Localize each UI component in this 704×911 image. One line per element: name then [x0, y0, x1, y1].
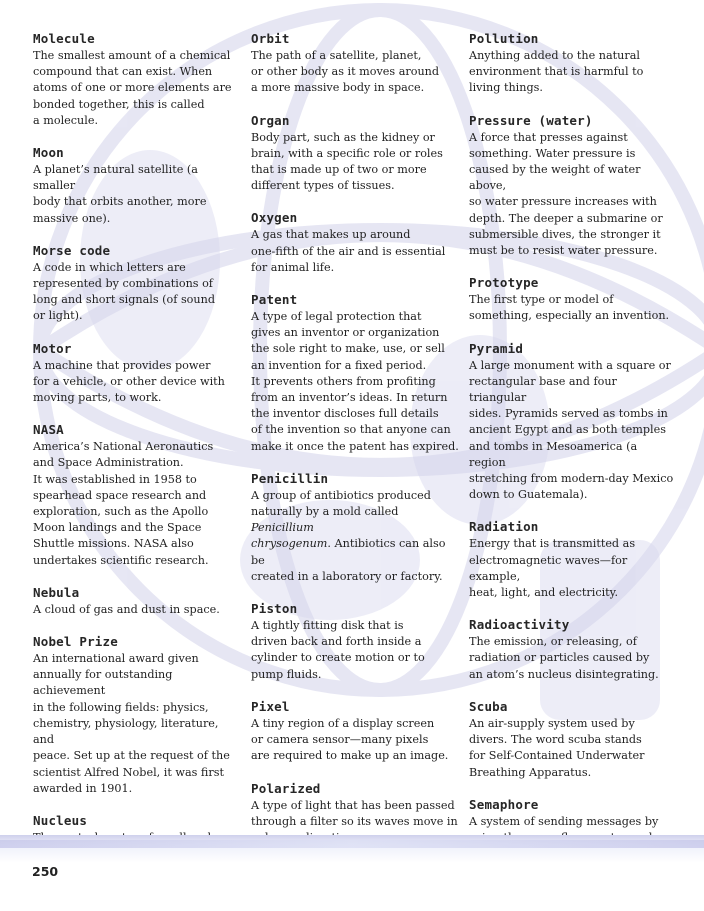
glossary-definition: Energy that is transmitted as electromagnetic waves—for example, heat, light, and electricity.	[469, 537, 636, 600]
glossary-column-2	[251, 31, 461, 862]
glossary-term: Radioactivity	[469, 617, 570, 633]
glossary-entry	[469, 275, 674, 324]
glossary-term: Nucleus	[33, 812, 88, 828]
glossary-definition: A type of light that has been passed through a filter so its waves move in	[251, 798, 458, 828]
glossary-entry	[251, 292, 461, 455]
glossary-definition: A code in which letters are represented by combinations of long and short signals (of sound or light).	[33, 260, 215, 323]
glossary-definition: An air-supply system used by divers. The word scuba stands for Self-Contained Underwater Breathing Apparatus.	[469, 716, 645, 779]
species-name: Penicillium chrysogenum	[251, 521, 328, 551]
glossary-term: Patent	[251, 292, 298, 308]
glossary-term: Polarized	[251, 780, 321, 796]
glossary-entry	[33, 341, 243, 407]
glossary-definition: The emission, or releasing, of radiation or particles caused by an atom’s nucleus disintegrating.	[469, 635, 659, 681]
glossary-definition: A cloud of gas and dust in space.	[33, 602, 220, 616]
glossary-term: Organ	[251, 112, 290, 128]
definition-text: . Antibiotics can also be created in a laboratory or factory.	[251, 537, 446, 583]
glossary-definition: Body part, such as the kidney or brain, with a specific role or roles that is made up of two or more different types of tissues.	[251, 130, 443, 193]
glossary-entry	[469, 341, 674, 504]
glossary-entry	[251, 601, 461, 683]
glossary-term: Orbit	[251, 31, 290, 46]
glossary-term: Pollution	[469, 31, 539, 46]
glossary-definition: The first type or model of something, especially an invention.	[469, 293, 670, 323]
glossary-term: Nobel Prize	[33, 634, 118, 650]
glossary-entry	[251, 699, 461, 765]
glossary-definition: The smallest amount of a chemical compound that can exist. When atoms of one or more elements are bonded together, this is called a molecule.	[33, 49, 232, 127]
footer-divider	[0, 840, 704, 848]
glossary-entry	[33, 31, 243, 129]
glossary-definition: The path of a satellite, planet, or other body as it moves around a more massive body in space.	[251, 49, 440, 95]
glossary-entry	[251, 31, 461, 97]
glossary-entry	[33, 243, 243, 325]
page-number: 250	[32, 864, 59, 879]
glossary-entry	[33, 585, 243, 618]
glossary-entry	[469, 31, 674, 97]
glossary-definition: A force that presses against something. Water pressure is caused by the weight of water above, so water pressure increases with depth. The deeper a submarine or submersible dives, the stronger it must be to resist water pressure.	[469, 130, 663, 258]
glossary-term: Moon	[33, 145, 64, 161]
glossary-term: Morse code	[33, 242, 111, 258]
glossary-term: Pyramid	[469, 340, 524, 356]
glossary-entry	[33, 422, 243, 569]
glossary-definition: A system of sending messages by	[469, 814, 659, 828]
definition-text: A group of antibiotics produced naturally by a mold called	[251, 488, 431, 519]
glossary-definition: A tightly fitting disk that is driven back and forth inside a cylinder to create motion or to pump fluids.	[251, 619, 425, 681]
glossary-definition: A large monument with a square or rectangular base and four triangular sides. Pyramids served as tombs in ancient Egypt and as both temples and tombs in Mesoamerica (a region stretching from modern-day Mexico down to Guatemala).	[469, 358, 674, 502]
glossary-term: Molecule	[33, 31, 95, 46]
glossary-definition: A machine that provides power for a vehicle, or other device with moving parts, to work.	[33, 358, 225, 405]
glossary-definition	[251, 488, 461, 585]
glossary-term: Piston	[251, 601, 298, 617]
glossary-entry	[469, 113, 674, 260]
glossary-term: Penicillin	[251, 470, 329, 486]
glossary-column-1	[33, 31, 243, 878]
glossary-term: Semaphore	[469, 796, 539, 812]
glossary-term: NASA	[33, 422, 64, 438]
glossary-definition: A gas that makes up around one-fifth of the air and is essential for animal life.	[251, 228, 446, 274]
glossary-entry	[251, 471, 461, 585]
glossary-entry	[33, 634, 243, 797]
glossary-definition: An international award given annually for outstanding achievement in the following fields: physics, chemistry, physiology, literature, and peace. Set up at the request of the scientist Alfred Nobel, it was first awarded in 1901.	[33, 652, 230, 795]
glossary-entry	[469, 699, 674, 781]
glossary-definition: America’s National Aeronautics and Space Administration. It was established in 1958 to spearhead space research and exploration, such as the Apollo Moon landings and the Space Shuttle missions. NASA also undertakes scientific research.	[33, 440, 214, 567]
glossary-definition: A planet’s natural satellite (a smaller body that orbits another, more massive one).	[33, 163, 207, 225]
glossary-definition: A type of legal protection that gives an inventor or organization the sole right to make, use, or sell an invention for a fixed period. It prevents others from profiting from an inventor’s ideas. In return the inventor discloses full details of the invention so that anyone can make it once the patent has expired.	[251, 310, 459, 453]
glossary-definition: A tiny region of a display screen or camera sensor—many pixels are required to make up an image.	[251, 716, 449, 763]
glossary-column-3	[469, 31, 674, 911]
glossary-entry	[469, 617, 674, 683]
glossary-entry	[251, 113, 461, 195]
glossary-term: Motor	[33, 340, 72, 356]
glossary-entry	[469, 519, 674, 601]
glossary-term: Oxygen	[251, 210, 298, 226]
glossary-term: Scuba	[469, 698, 508, 714]
glossary-term: Pixel	[251, 698, 290, 714]
glossary-entry	[251, 210, 461, 276]
glossary-entry	[33, 145, 243, 227]
glossary-term: Prototype	[469, 275, 539, 291]
glossary-definition: Anything added to the natural environment that is harmful to living things.	[469, 49, 644, 95]
glossary-term: Nebula	[33, 584, 80, 600]
glossary-term: Pressure (water)	[469, 112, 593, 128]
glossary-term: Radiation	[469, 519, 539, 535]
